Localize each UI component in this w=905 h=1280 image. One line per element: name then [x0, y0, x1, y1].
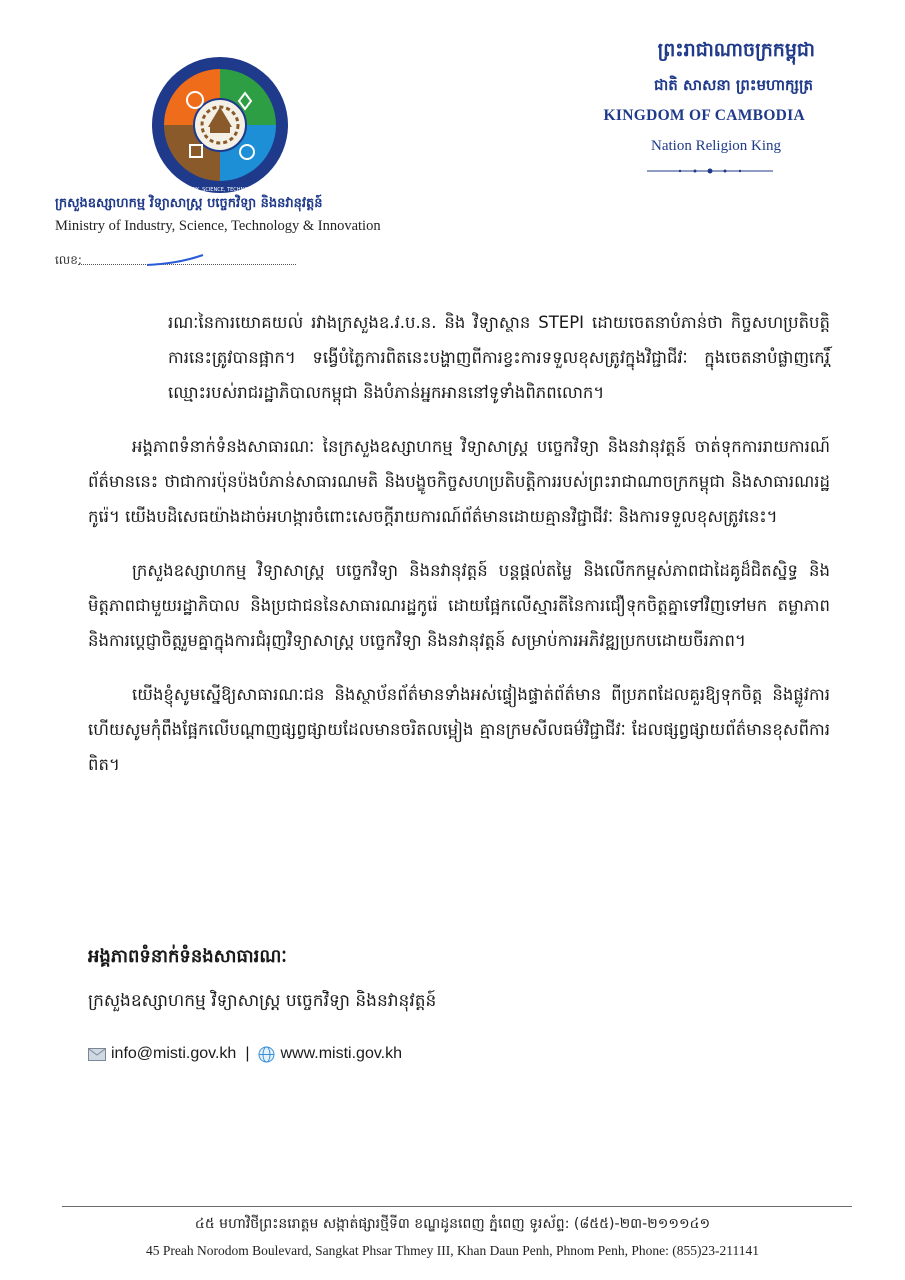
signatory-unit: អង្គភាពទំនាក់ទំនងសាធារណៈ [88, 946, 287, 967]
decorative-ornament [645, 164, 775, 178]
paragraph-continuation: រណៈនៃការយោគយល់ រវាងក្រសួងឧ.វ.ប.ន. និង វិទ្យាស្ថាន STEPI ដោយចេតនាបំភាន់ថា កិច្ចសហប្រតិបត្តិការនេះត្រូវបានផ្អាក។ ទង្វើបំភ្លៃការពិតនេះបង្ហាញពីការខ្វះការទទួលខុសត្រូវក្នុងវិជ្ជាជីវៈ ក្នុងចេតនាបំផ្លាញកេរ្តិ៍ឈ្មោះរបស់រាជរដ្ឋាភិបាលកម្ពុជា និងបំភាន់អ្នកអាននៅទូទាំងពិភពលោក។ [168, 313, 830, 402]
ministry-name-en: Ministry of Industry, Science, Technology & Innovation [55, 218, 381, 234]
globe-icon [258, 1046, 275, 1063]
signatory-ministry: ក្រសួងឧស្សាហកម្ម វិទ្យាសាស្ត្រ បច្ចេកវិទ្យា និងនវានុវត្តន៍ [88, 991, 437, 1011]
motto-kh: ជាតិ សាសនា ព្រះមហាក្សត្រ [654, 76, 813, 94]
ministry-name-kh: ក្រសួងឧស្សាហកម្ម វិទ្យាសាស្ត្រ បច្ចេកវិទ្យា និងនវានុវត្តន៍ [55, 196, 323, 211]
contact-line [88, 1045, 402, 1063]
ministry-logo [140, 55, 300, 195]
statement-body [88, 305, 830, 801]
reference-label: លេខ: [55, 253, 82, 267]
paragraph-request: យើងខ្ញុំសូមស្នើឱ្យសាធារណៈជន និងស្ថាប័នព័ត៌មានទាំងអស់ផ្ទៀងផ្ទាត់ព័ត៌មាន ពីប្រភពដែលគួរឱ្យទុកចិត្ត និងផ្លូវការ ហើយសូមកុំពឹងផ្អែកលើបណ្តាញផ្សព្វផ្សាយដែលមានចរិតលម្អៀង គ្មានក្រមសីលធម៌វិជ្ជាជីវៈ ដែលផ្សព្វផ្សាយព័ត៌មានខុសពីការពិត។ [88, 685, 830, 774]
paragraph-public-relations: អង្គភាពទំនាក់ទំនងសាធារណៈ នៃក្រសួងឧស្សាហកម្ម វិទ្យាសាស្ត្រ បច្ចេកវិទ្យា និងនវានុវត្តន៍ ចាត់ទុកការរាយការណ៍ព័ត៌មាននេះ ថាជាការប៉ុនប៉ងបំភាន់សាធារណមតិ និងបង្ខូចកិច្ចសហប្រតិបត្តិការរបស់ព្រះរាជាណាចក្រកម្ពុជា និងសាធារណរដ្ឋកូរ៉េ។ យើងបដិសេធយ៉ាងដាច់អហង្ការចំពោះសេចក្តីរាយការណ៍ព័ត៌មានដោយគ្មានវិជ្ជាជីវៈ និងការទទួលខុសត្រូវនេះ។ [88, 437, 830, 526]
footer-address-kh: ៤៥ មហាវិថីព្រះនរោត្តម សង្កាត់ផ្សារថ្មីទី៣ ខណ្ឌដូនពេញ ភ្នំពេញ ទូរស័ព្ទ: (៨៥៥)-២៣-២១១១៤១ [194, 1216, 711, 1232]
handwritten-stroke [145, 253, 205, 267]
motto-en: Nation Religion King [651, 138, 781, 154]
paragraph-partnership: ក្រសួងឧស្សាហកម្ម វិទ្យាសាស្ត្រ បច្ចេកវិទ្យា និងនវានុវត្តន៍ បន្តផ្តល់តម្លៃ និងលើកកម្ពស់ភាពជាដៃគូដ៏ជិតស្និទ្ធ និងមិត្តភាពជាមួយរដ្ឋាភិបាល និងប្រជាជននៃសាធារណរដ្ឋកូរ៉េ ដោយផ្អែកលើស្មារតីនៃការជឿទុកចិត្តគ្នាទៅវិញទៅមក តម្លាភាព និងការប្តេជ្ញាចិត្តរួមគ្នាក្នុងការជំរុញវិទ្យាសាស្ត្រ បច្ចេកវិទ្យា និងនវានុវត្តន៍ សម្រាប់ការអភិវឌ្ឍប្រកបដោយចីរភាព។ [88, 561, 830, 650]
footer-divider [62, 1206, 852, 1207]
email-link[interactable]: info@misti.gov.kh [111, 1045, 237, 1062]
kingdom-title-kh: ព្រះរាជាណាចក្រកម្ពុជា [657, 39, 815, 61]
footer-address-en: 45 Preah Norodom Boulevard, Sangkat Phsar Thmey III, Khan Daun Penh, Phnom Penh, Phone: (855)23-211141 [146, 1243, 759, 1258]
contact-separator: | [245, 1045, 250, 1062]
email-icon [88, 1048, 106, 1061]
website-link[interactable]: www.misti.gov.kh [280, 1045, 402, 1062]
kingdom-title-en: KINGDOM OF CAMBODIA [603, 107, 805, 124]
logo-text: MINISTRY OF INDUSTRY, SCIENCE, TECHNOLOGY & INNOVATION [140, 187, 300, 193]
